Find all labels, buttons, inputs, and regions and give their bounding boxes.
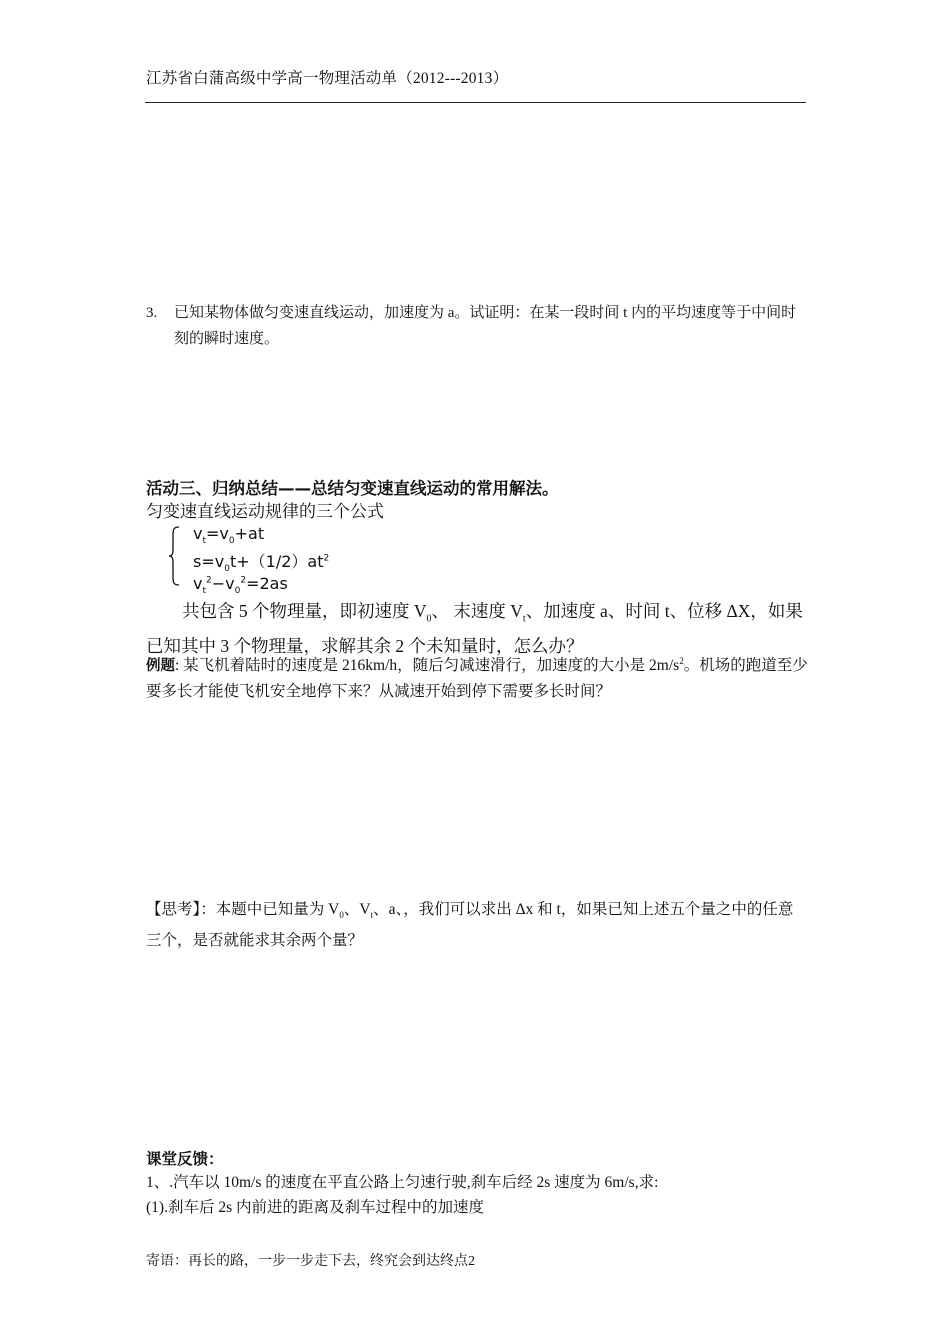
feedback-question-1-part-1: (1).刹车后 2s 内前进的距离及刹车过程中的加速度 xyxy=(146,1199,484,1216)
feedback-question-1: 1、.汽车以 10m/s 的速度在平直公路上匀速行驶,刹车后经 2s 速度为 6m/s,求: xyxy=(146,1174,659,1191)
activity-3-title: 活动三、归纳总结——总结匀变速直线运动的常用解法。 xyxy=(146,479,559,498)
feedback-heading: 课堂反馈： xyxy=(146,1151,224,1168)
formula-velocity: $v_t=v_0+at$ xyxy=(193,524,265,547)
question-3-text: 已知某物体做匀变速直线运动，加速度为 a。试证明：在某一段时间 t 内的平均速度等于中间时刻的瞬时速度。 xyxy=(174,305,797,347)
page-number: 2 xyxy=(468,1254,475,1269)
formula-velocity-squared: $v_t^2-v_0^2=2as$ xyxy=(193,574,288,597)
header-rule xyxy=(145,102,806,103)
example-label: 例题 xyxy=(146,658,175,675)
brace-icon xyxy=(168,526,180,586)
formulas-subtitle: 匀变速直线运动规律的三个公式 xyxy=(146,502,384,521)
formula-displacement: $s=v_0t+(1/2)at^2$ xyxy=(193,552,330,575)
footer xyxy=(146,1250,475,1270)
example-problem: 例题: 某飞机着陆时的速度是 216km/h，随后匀减速滑行，加速度的大小是 $2m/s^2$。机场的跑道至少要多长才能使飞机安全地停下来？从减速开始到停下需要多长时间？ xyxy=(146,656,808,701)
quantities-paragraph: 共包含 5 个物理量，即初速度 $V_0$、 末速度 $V_t$、加速度 a、时间 t、位移 ΔX，如果已知其中 3 个物理量，求解其余 2 个未知量时，怎么办？ xyxy=(146,601,803,656)
question-3-number: 3. xyxy=(146,305,158,321)
page-header-title: 江苏省白蒲高级中学高一物理活动单（2012---2013） xyxy=(146,70,509,87)
footer-motto: 寄语：再长的路，一步一步走下去，终究会到达终点 xyxy=(146,1254,468,1269)
think-question: 【思考】：本题中已知量为 $V_0$、$V_t$、a、，我们可以求出 Δx 和 t，如果已知上述五个量之中的任意三个，是否就能求其余两个量？ xyxy=(146,901,794,950)
think-label: 【思考】 xyxy=(146,901,201,918)
